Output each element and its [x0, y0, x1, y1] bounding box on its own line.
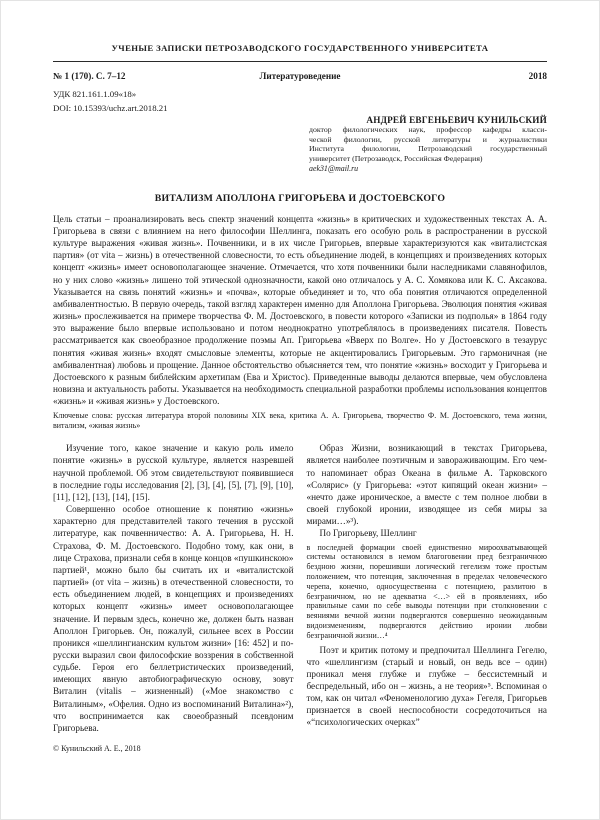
left-paragraph-2: Совершенно особое отношение к понятию «жизнь» характерно для представителей такого течения в русской литературе, как почвенничество: А. А. Григорьева, Н. Н. Страхова, Ф. М. Достоевского. Подобно тому, как они, в лице Страхова, признали себя в конце концов «пушкинскою» партией¹, можно было бы считать их и «виталистской партией» (от vita – жизнь) в отечественной словесности, то есть объединением людей, в концепциях и произведениях которых концепт «жизнь» имеет основополагающее значение. И первым здесь, конечно же, должен быть назван Аполлон Григорьев. Он, пожалуй, сильнее всех в России проникся «шеллингианским культом жизни» [16: 452] и по-русски выразил свои философские воззрения в собственной судьбе. Героя его беллетристических произведений, имеющих явную автобиографическую основу, зовут Виталин (vitalis – жизненный) («Мое знакомство с Виталиным», «Офелия. Одно из воспоминаний Виталина»²), что воспринимается как своеобразный псевдоним Григорьева. [53, 504, 294, 733]
author-affiliation-line-3: Института филологии, Петрозаводский государственный [309, 144, 547, 154]
journal-header-title: УЧЕНЫЕ ЗАПИСКИ ПЕТРОЗАВОДСКОГО ГОСУДАРСТВЕННОГО УНИВЕРСИТЕТА [111, 43, 489, 53]
udk-code: УДК 821.161.1.09«18» [53, 89, 137, 99]
author-affiliation-line-2: ческой филологии, русской литературы и журналистики [309, 134, 547, 144]
left-column [53, 442, 294, 753]
author-affiliation-line-4: университет (Петрозаводск, Российская Федерация) [309, 154, 483, 164]
article-title: ВИТАЛИЗМ АПОЛЛОНА ГРИГОРЬЕВА И ДОСТОЕВСКОГО [154, 192, 446, 204]
issue-pages: № 1 (170). С. 7–12 [53, 71, 126, 81]
year-label: 2018 [528, 71, 548, 81]
right-paragraph-lead: По Григорьеву, Шеллинг [319, 528, 417, 539]
left-paragraph-1: Изучение того, какое значение и какую роль имело понятие «жизнь» в русской культуре, является назревшей научной проблемой. Об этом свидетельствуют появившиеся в последние годы исследования [2], [3], [4], [5], [7], [9], [10], [11], [12], [13], [14], [15]. [53, 443, 294, 502]
section-label: Литературоведение [259, 71, 341, 81]
author-email: aek31@mail.ru [309, 163, 359, 173]
journal-meta-row [53, 71, 547, 81]
doi-code: DOI: 10.15393/uchz.art.2018.21 [53, 103, 168, 113]
keywords-text: Ключевые слова: русская литература второй половины XIX века, критика А. А. Григорьева, творчество Ф. М. Достоевского, тема жизни, витализм, «живая жизнь» [53, 411, 547, 431]
right-paragraph-1: Образ Жизни, возникающий в текстах Григорьева, является наиболее поэтичным и завораживающим. Его чем-то напоминает образ Океана в фильме А. Тарковского «Солярис» (у Григорьева: «этот кипящий океан жизни» – «нечто даже ироническое, а вместе с тем полное любви в своей глубокой иронии, изводящее из себя миры за мирами…»³). [306, 443, 547, 527]
abstract-text: Цель статьи – проанализировать весь спектр значений концепта «жизнь» в критических и художественных текстах А. А. Григорьева в связи с влиянием на него философии Шеллинга, показать его особую роль в распространении в русской культуре выражения «живая жизнь». Почвенники, и в их числе Григорьев, впервые характеризуются как «виталистская партия» (от vita – жизнь) в отечественной словесности, то есть объединение людей, в концепциях и произведениях которых концепт «жизнь» имеет основополагающее значение. Отмечается, что хотя почвенники были наследниками славянофилов, но у них слово «жизнь» лишено той этической однозначности, какой оно отличалось у А. С. Хомякова или К. С. Аксакова. Указывается на связь понятий «жизнь» и «почва», которые объединяет и то, что оба понятия отличаются определенной амбивалентностью. В первую очередь, такой взгляд характерен именно для Аполлона Григорьева. Эволюция понятия «живая жизнь» прослеживается на примере творчества Ф. М. Достоевского, в повести которого «Записки из подполья» в 1864 году это выражение было впервые использовано и потом неоднократно употреблялось в произведениях писателя. Повесть рассматривается как своеобразное продолжение поэмы Ап. Григорьева «Вверх по Волге». Но у Достоевского в тезаурус понятия «живая жизнь» входят смысловые элементы, которые не акцентировались Григорьевым. Это гармоничная (не амбивалентная) любовь и прощение. Данное обстоятельство объясняется тем, что понятие «жизнь» восходит у Григорьева и Достоевского к разным библейским архетипам (Ева и Христос). Приведенные выводы делаются впервые, чем обусловлена новизна и актуальность работы. Указывается на необходимость специальной разработки проблемы использования концептов «жизнь» и «живая жизнь» у Достоевского. [53, 213, 547, 407]
right-column [307, 442, 548, 753]
right-paragraph-3: Поэт и критик потому и предпочитал Шеллинга Гегелю, что «шеллингизм (старый и новый, он ведь все – один) проникал меня глубже и глубже – бессистемный и беспредельный, ибо он – жизнь, а не теория»⁵. Вспоминая о том, как он читал «Феноменологию духа» Гегеля, Григорьев признается в своей неспособности сосредоточиться на «“психологических очерках” [306, 644, 547, 728]
author-affiliation-line-1: доктор филологических наук, профессор кафедры класси- [309, 125, 547, 134]
two-column-body [53, 442, 547, 753]
author-name: АНДРЕЙ ЕВГЕНЬЕВИЧ КУНИЛЬСКИЙ [366, 115, 547, 125]
author-block [309, 115, 547, 174]
copyright-notice: © Кунильский А. Е., 2018 [53, 744, 141, 754]
block-quote: в последней формации своей единственно мироохватывающей системы остановился в немом благоговении пред безграничною бездною жизни, порешивши логический гегелизм тоже простым положением, что потенция, заключенная в пределах человеческого черепа, конечно, односущественна с потенциею, разлитою в безграничном, но не адекватна <…> ей в проявлениях, ибо правильные сами по себе выводы потенции при столкновении с веяниями вечной жизни подвергаются совершенно неожиданным видоизменениям, подвергаются действию иронии любви безграничной жизни…⁴ [306, 542, 547, 640]
header-rule [53, 61, 547, 62]
